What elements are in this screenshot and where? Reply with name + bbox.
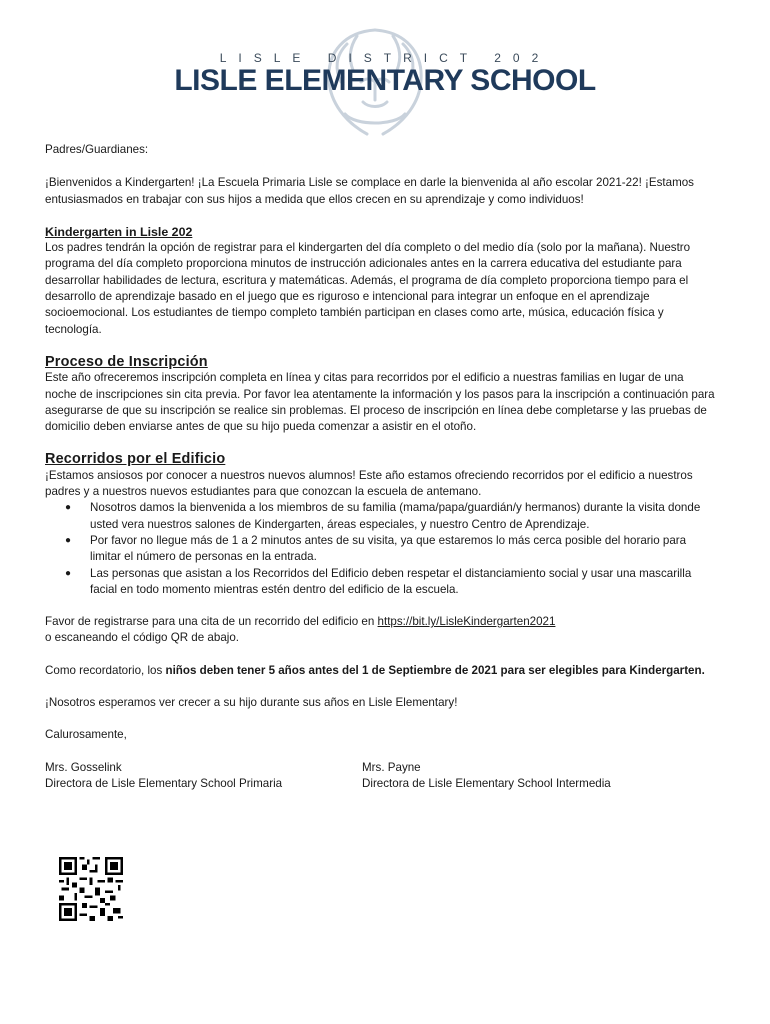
closing-line: ¡Nosotros esperamos ver crecer a su hijo durante sus años en Lisle Elementary!: [45, 696, 458, 710]
signer-intermediate: [362, 760, 679, 793]
section-text-recorridos: ¡Estamos ansiosos por conocer a nuestros nuevos alumnos! Este año estamos ofreciendo recorridos por el edificio a nuestros padres y a nuestros nuevos estudiantes para que conozcan la escuela de antemano.: [45, 468, 693, 499]
section-title-recorridos: Recorridos por el Edificio: [45, 451, 226, 468]
reminder-text: Como recordatorio, los: [45, 663, 166, 677]
signer-title: Directora de Lisle Elementary School Primaria: [45, 776, 283, 790]
register-text: Favor de registrarse para una cita de un recorrido del edificio en: [45, 615, 378, 629]
section-text-kindergarten: Los padres tendrán la opción de registrar para el kindergarten del día completo o del medio día (solo por la mañana). Nuestro programa del día completo proporciona minutos de instrucción adicionales antes en la carrera educativa del estudiante para desarrollar habilidades de lectura, escritura y matemáticas. Además, el programa de día completo proporciona tiempo para el desarrollo de aprendizaje basado en el juego que es riguroso e intencional para integrar un enfoque en el aprendizaje socioemocional. Los estudiantes de tiempo completo también participan en clases como arte, música, educación física y tecnología.: [45, 241, 691, 336]
register-qr-text: o escaneando el código QR de abajo.: [45, 631, 240, 645]
letterhead: [0, 0, 770, 140]
intro-paragraph: ¡Bienvenidos a Kindergarten! ¡La Escuela Primaria Lisle se complace en darle la bienvenida al año escolar 2021-22! ¡Estamos entusiasmados en trabajar con sus hijos a medida que ellos crecen en su aprendizaje y como individuos!: [45, 176, 694, 206]
qr-code-icon[interactable]: [59, 857, 123, 921]
list-item: ● Nosotros damos la bienvenida a los miembros de su familia (mama/papa/guardián/y hermanos) durante la visita donde usted vera nuestros salones de Kindergarten, áreas especiales, y nuestro Centro de Aprendizaje.: [90, 500, 715, 533]
section-title-inscripcion: Proceso de Inscripción: [45, 353, 208, 370]
signature-block: [45, 760, 715, 793]
signoff: Calurosamente,: [45, 728, 127, 742]
signer-primary: [45, 760, 362, 793]
signer-name: Mrs. Payne: [362, 760, 421, 774]
school-name: LISLE ELEMENTARY SCHOOL: [174, 64, 596, 97]
reminder-paragraph: [45, 663, 715, 679]
registration-link[interactable]: https://bit.ly/LisleKindergarten2021: [377, 615, 556, 629]
district-name: LISLE DISTRICT 202: [219, 51, 551, 65]
list-item: ● Las personas que asistan a los Recorridos del Edificio deben respetar el distanciamiento social y usar una mascarilla facial en todo momento mientras estén dentro del edificio de la escuela.: [90, 566, 715, 599]
signer-title: Directora de Lisle Elementary School Intermedia: [362, 776, 611, 790]
section-title-kindergarten: Kindergarten in Lisle 202: [45, 224, 193, 239]
section-text-inscripcion: Este año ofreceremos inscripción completa en línea y citas para recorridos por el edificio a nuestras familias en lugar de una noche de inscripciones sin cita previa. Por favor lea atentamente la información y los pasos para la inscripción a continuación para asegurarse de que su inscripción se realice sin problemas. El proceso de inscripción en línea debe completarse y las pruebas de domicilio deben enviarse antes de que su hijo pueda comenzar a asistir en el otoño.: [45, 371, 715, 434]
list-item: ● Por favor no llegue más de 1 a 2 minutos antes de su visita, ya que estaremos lo más cerca posible del horario para limitar el número de personas en la entrada.: [90, 533, 715, 566]
letter-body: [45, 142, 715, 792]
signer-name: Mrs. Gosselink: [45, 760, 122, 774]
salutation: Padres/Guardianes:: [45, 143, 149, 156]
reminder-emphasis: niños deben tener 5 años antes del 1 de Septiembre de 2021 para ser elegibles para Kindergarten.: [165, 663, 705, 677]
register-paragraph: [45, 614, 715, 630]
tour-bullet-list: [45, 500, 715, 598]
